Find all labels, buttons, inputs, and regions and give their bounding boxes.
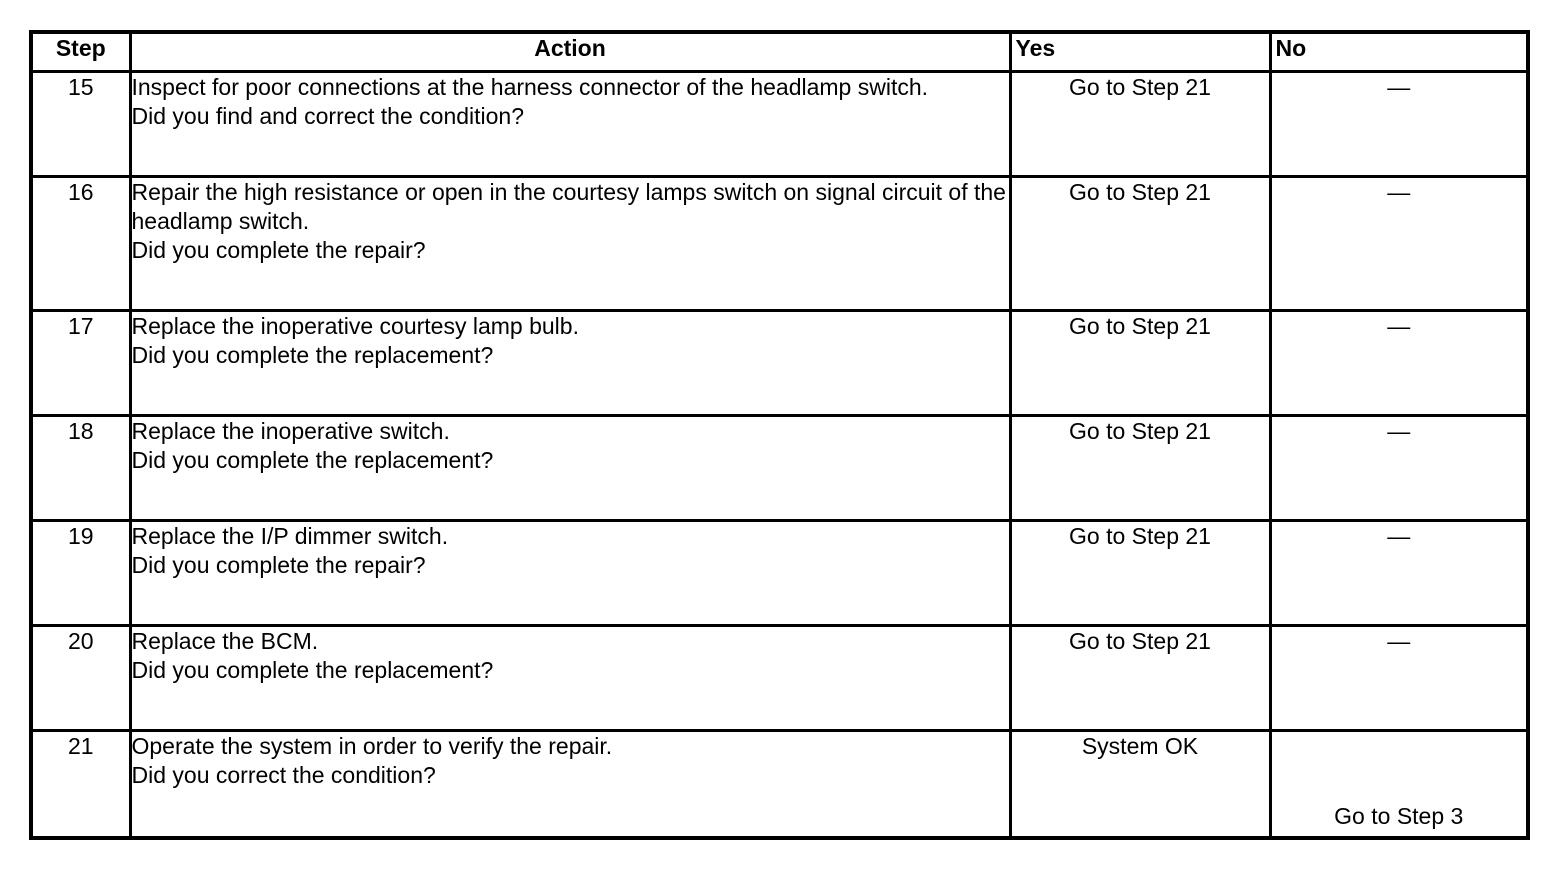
- action-question: Did you find and correct the condition?: [131, 103, 525, 129]
- table-row: [33, 731, 1526, 836]
- step-number: 16: [33, 177, 130, 311]
- yes-result: Go to Step 21: [1010, 311, 1270, 416]
- action-cell: [130, 72, 1010, 177]
- action-text: Operate the system in order to verify the repair.: [131, 733, 613, 759]
- action-question: Did you complete the replacement?: [131, 342, 494, 368]
- table-row: [33, 416, 1526, 521]
- header-row: [33, 34, 1526, 72]
- header-yes: Yes: [1010, 34, 1270, 72]
- no-result: —: [1270, 521, 1526, 626]
- diagnostic-table: [33, 34, 1526, 836]
- no-result: Go to Step 3: [1270, 731, 1526, 836]
- action-cell: [130, 521, 1010, 626]
- header-no: No: [1270, 34, 1526, 72]
- table-row: [33, 521, 1526, 626]
- no-result: —: [1270, 416, 1526, 521]
- action-text: Replace the inoperative courtesy lamp bulb.: [131, 313, 579, 339]
- table-row: [33, 177, 1526, 311]
- action-question: Did you complete the replacement?: [131, 447, 494, 473]
- step-number: 15: [33, 72, 130, 177]
- action-text: Replace the I/P dimmer switch.: [131, 523, 449, 549]
- yes-result: Go to Step 21: [1010, 626, 1270, 731]
- no-result: —: [1270, 72, 1526, 177]
- yes-result: Go to Step 21: [1010, 416, 1270, 521]
- step-number: 18: [33, 416, 130, 521]
- action-text: Inspect for poor connections at the harness connector of the headlamp switch.: [131, 74, 929, 100]
- action-text: Repair the high resistance or open in the courtesy lamps switch on signal circuit of the headlamp switch.: [131, 179, 1006, 234]
- action-cell: [130, 311, 1010, 416]
- header-action: Action: [130, 34, 1010, 72]
- table-row: [33, 626, 1526, 731]
- no-result: —: [1270, 626, 1526, 731]
- action-cell: [130, 731, 1010, 836]
- no-result: —: [1270, 311, 1526, 416]
- action-text: Replace the inoperative switch.: [131, 418, 450, 444]
- yes-result: Go to Step 21: [1010, 177, 1270, 311]
- yes-result: System OK: [1010, 731, 1270, 836]
- yes-result: Go to Step 21: [1010, 521, 1270, 626]
- action-cell: [130, 416, 1010, 521]
- action-question: Did you complete the replacement?: [131, 657, 494, 683]
- action-question: Did you complete the repair?: [131, 237, 426, 263]
- table-row: [33, 311, 1526, 416]
- diagnostic-table-frame: [29, 30, 1530, 840]
- action-cell: [130, 177, 1010, 311]
- table-row: [33, 72, 1526, 177]
- action-text: Replace the BCM.: [131, 628, 319, 654]
- header-step: Step: [33, 34, 130, 72]
- action-cell: [130, 626, 1010, 731]
- step-number: 20: [33, 626, 130, 731]
- step-number: 21: [33, 731, 130, 836]
- yes-result: Go to Step 21: [1010, 72, 1270, 177]
- action-question: Did you complete the repair?: [131, 552, 426, 578]
- step-number: 17: [33, 311, 130, 416]
- action-question: Did you correct the condition?: [131, 762, 436, 788]
- step-number: 19: [33, 521, 130, 626]
- no-result: —: [1270, 177, 1526, 311]
